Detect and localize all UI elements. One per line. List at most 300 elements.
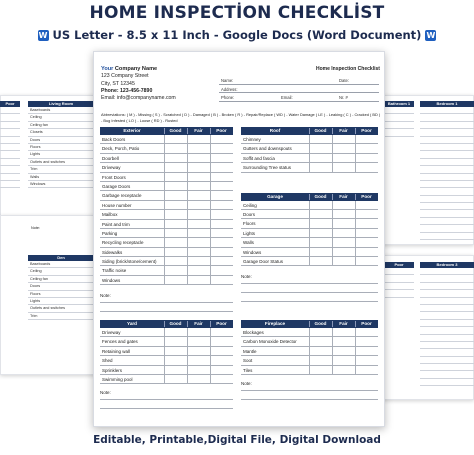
section-title: Roof	[269, 128, 281, 133]
bg-row	[420, 335, 474, 342]
checklist-item-label: Ceiling	[243, 202, 257, 208]
checklist-item-label: Sprinklers	[102, 367, 123, 373]
bg-row	[0, 137, 20, 144]
checklist-item-label: Paint and trim	[102, 221, 130, 227]
column-divider	[187, 135, 188, 285]
section-header-exterior	[100, 127, 233, 135]
column-divider	[332, 201, 333, 267]
phone-email-field[interactable]	[219, 93, 379, 102]
bg-row	[420, 181, 474, 188]
rating-cell-poor[interactable]	[355, 144, 378, 152]
checklist-item-label: Tiles	[243, 367, 253, 373]
rating-cell-good[interactable]	[164, 375, 187, 383]
rating-cell-good[interactable]	[309, 154, 332, 162]
checklist-item-label: Deck, Porch, Patio	[102, 146, 140, 152]
bg-row	[420, 151, 474, 158]
bg-bedroom3	[420, 262, 474, 386]
header-divider	[187, 321, 188, 327]
rating-cell-poor[interactable]	[210, 220, 233, 228]
rating-cell-poor[interactable]	[210, 135, 233, 143]
rating-cell-fair[interactable]	[187, 144, 210, 152]
header-divider	[355, 128, 356, 134]
rating-cell-poor[interactable]	[210, 210, 233, 218]
rating-cell-fair[interactable]	[332, 248, 355, 256]
bg-den	[28, 255, 94, 320]
bg-row	[0, 174, 20, 181]
rating-cell-poor[interactable]	[355, 347, 378, 355]
bg-row	[0, 107, 20, 114]
rating-cell-fair[interactable]	[187, 375, 210, 383]
bg-row	[420, 233, 474, 240]
rating-cell-poor[interactable]	[355, 154, 378, 162]
section-yard	[100, 320, 233, 384]
rating-cell-fair[interactable]	[187, 191, 210, 199]
checklist-item-label: Sidewalks	[102, 249, 123, 255]
bg-den-header: Den	[28, 255, 94, 261]
rating-cell-good[interactable]	[164, 220, 187, 228]
number-label: Nr. #	[339, 95, 348, 100]
rating-cell-good[interactable]	[164, 276, 187, 284]
note-line[interactable]	[100, 302, 233, 303]
rating-cell-good[interactable]	[309, 144, 332, 152]
checklist-row	[100, 182, 233, 191]
section-title: Exterior	[123, 128, 141, 133]
rating-cell-poor[interactable]	[210, 347, 233, 355]
rating-cell-fair[interactable]	[332, 219, 355, 227]
rating-cell-fair[interactable]	[332, 328, 355, 336]
rating-cell-good[interactable]	[164, 328, 187, 336]
checklist-item-label: Mailbox	[102, 212, 118, 218]
rating-cell-fair[interactable]	[187, 229, 210, 237]
banner-title: HOME INSPECTİON CHECKLİST	[89, 3, 385, 23]
rating-cell-good[interactable]	[164, 347, 187, 355]
rating-cell-fair[interactable]	[187, 220, 210, 228]
rating-cell-fair[interactable]	[332, 144, 355, 152]
phone-label: Phone:	[221, 95, 235, 100]
bg-row: Closets	[28, 129, 94, 136]
rating-cell-poor[interactable]	[355, 248, 378, 256]
company-address1: 123 Company Street	[101, 73, 149, 80]
bg-bedroom1	[420, 101, 474, 240]
bg-row	[420, 349, 474, 356]
bg-row	[0, 166, 20, 173]
column-header-fair: Fair	[339, 128, 348, 133]
column-header-poor: Poor	[361, 193, 372, 199]
rating-cell-good[interactable]	[164, 238, 187, 246]
checklist-item-label: Lights	[243, 230, 256, 236]
bg-row	[420, 364, 474, 371]
column-divider	[332, 135, 333, 173]
checklist-item-label: Windows	[102, 277, 121, 283]
column-divider	[332, 328, 333, 375]
column-header-fair: Fair	[194, 128, 203, 133]
bg-row: Ceiling fan	[28, 276, 94, 283]
rating-cell-poor[interactable]	[210, 375, 233, 383]
checklist-row	[100, 238, 233, 247]
checklist-item-label: Carbon Monoxide Detector	[243, 339, 297, 345]
bg-row	[420, 312, 474, 319]
rating-cell-good[interactable]	[164, 337, 187, 345]
client-info-fields	[219, 76, 379, 102]
checklist-row	[100, 144, 233, 153]
checklist-item-label: Gutters and downspouts	[243, 146, 292, 152]
checklist-row	[100, 257, 233, 266]
bg-row	[420, 122, 474, 129]
checklist-row	[100, 201, 233, 210]
bg-row: Floors	[28, 291, 94, 298]
bg-row: Outlets and switches	[28, 159, 94, 166]
bg-right-mid-header: Poor	[384, 262, 414, 268]
rating-cell-good[interactable]	[309, 366, 332, 374]
rating-cell-poor[interactable]	[355, 328, 378, 336]
note-line[interactable]	[241, 292, 378, 293]
rating-cell-good[interactable]	[309, 135, 332, 143]
rating-cell-fair[interactable]	[332, 337, 355, 345]
rating-cell-fair[interactable]	[332, 210, 355, 218]
section-title: Fireplace	[264, 321, 286, 326]
rating-cell-fair[interactable]	[332, 163, 355, 171]
rating-cell-good[interactable]	[164, 366, 187, 374]
rating-cell-poor[interactable]	[210, 366, 233, 374]
rating-cell-poor[interactable]	[210, 163, 233, 171]
bg-row: Ceiling	[28, 268, 94, 275]
rating-cell-poor[interactable]	[355, 135, 378, 143]
column-divider	[164, 328, 165, 384]
header-divider	[355, 194, 356, 200]
rating-cell-poor[interactable]	[355, 356, 378, 364]
rating-cell-fair[interactable]	[187, 366, 210, 374]
rating-cell-poor[interactable]	[210, 238, 233, 246]
checklist-item-label: Driveway	[102, 330, 121, 335]
rating-cell-good[interactable]	[309, 219, 332, 227]
checklist-row	[100, 347, 233, 356]
bg-row: Doors	[28, 283, 94, 290]
word-icon: W	[426, 31, 436, 40]
checklist-row	[100, 328, 233, 337]
checklist-row	[100, 210, 233, 219]
rating-cell-poor[interactable]	[210, 191, 233, 199]
rating-cell-good[interactable]	[164, 229, 187, 237]
checklist-row	[100, 173, 233, 182]
rating-cell-good[interactable]	[164, 191, 187, 199]
bg-living-room	[28, 101, 94, 188]
bg-bedroom1-header: Bedroom 1	[420, 101, 474, 107]
section-header-garage	[241, 193, 378, 201]
note-line[interactable]	[100, 408, 233, 409]
rating-cell-poor[interactable]	[355, 366, 378, 374]
note-line[interactable]	[100, 311, 233, 312]
rating-cell-poor[interactable]	[355, 229, 378, 237]
checklist-item-label: Soffit and fascia	[243, 155, 275, 161]
column-divider	[309, 201, 310, 267]
section-header-yard	[100, 320, 233, 328]
rating-cell-fair[interactable]	[187, 347, 210, 355]
rating-cell-good[interactable]	[164, 266, 187, 274]
rating-cell-poor[interactable]	[210, 229, 233, 237]
rating-cell-good[interactable]	[164, 154, 187, 162]
checklist-item-label: Chimney	[243, 137, 261, 142]
rating-cell-good[interactable]	[164, 163, 187, 171]
column-header-fair: Fair	[339, 321, 348, 326]
column-divider	[187, 328, 188, 384]
bg-row	[420, 188, 474, 195]
header-divider	[332, 194, 333, 200]
company-address2: City, ST 12345	[101, 80, 135, 87]
bg-row	[384, 129, 414, 136]
note-line[interactable]	[241, 390, 378, 391]
rating-cell-fair[interactable]	[332, 347, 355, 355]
column-header-good: Good	[314, 193, 327, 199]
bg-row	[420, 305, 474, 312]
bg-row	[384, 107, 414, 114]
banner-subtitle	[0, 28, 474, 42]
subtitle-text: US Letter - 8.5 x 11 Inch - Google Docs (Word Document)	[52, 28, 422, 42]
section-title: Yard	[127, 321, 137, 326]
header-divider	[210, 321, 211, 327]
rating-cell-fair[interactable]	[187, 201, 210, 209]
rating-cell-fair[interactable]	[332, 238, 355, 246]
column-header-good: Good	[314, 128, 327, 133]
company-block	[101, 66, 176, 102]
rating-cell-fair[interactable]	[187, 356, 210, 364]
rating-cell-good[interactable]	[164, 257, 187, 265]
bg-row	[420, 218, 474, 225]
header-divider	[210, 128, 211, 134]
checklist-item-label: Retaining wall	[102, 348, 131, 354]
rating-cell-fair[interactable]	[187, 135, 210, 143]
rating-cell-good[interactable]	[164, 135, 187, 143]
checklist-item-label: Siding (brick/stone/cement)	[102, 259, 157, 265]
rating-cell-good[interactable]	[164, 144, 187, 152]
rating-cell-good[interactable]	[164, 182, 187, 190]
checklist-row	[100, 154, 233, 163]
rating-cell-good[interactable]	[309, 229, 332, 237]
bg-row: Windows	[28, 181, 94, 188]
checklist-item-label: Shed	[102, 358, 113, 364]
note-line[interactable]	[241, 301, 378, 302]
rating-cell-poor[interactable]	[355, 163, 378, 171]
note-label: Note:	[241, 274, 252, 280]
header-divider	[309, 194, 310, 200]
checklist-item-label: Driveway	[102, 165, 121, 171]
rating-cell-fair[interactable]	[187, 276, 210, 284]
bg-row: Walls	[28, 174, 94, 181]
bg-row	[0, 159, 20, 166]
bg-row	[384, 275, 414, 282]
checklist-item-label: Swimming pool	[102, 376, 133, 382]
rating-cell-good[interactable]	[309, 210, 332, 218]
bg-row: Doors	[28, 137, 94, 144]
rating-cell-good[interactable]	[309, 347, 332, 355]
checklist-item-label: Blockages	[243, 330, 264, 335]
bg-left-strip	[0, 101, 20, 188]
rating-cell-poor[interactable]	[355, 219, 378, 227]
bg-row: Baseboards	[28, 107, 94, 114]
banner-footer: Editable, Printable,Digital File, Digital Download	[93, 434, 381, 446]
note-label: Note:	[100, 390, 111, 396]
name-field[interactable]	[219, 76, 379, 85]
rating-cell-good[interactable]	[309, 201, 332, 209]
bg-row	[384, 268, 414, 275]
section-exterior	[100, 127, 233, 285]
column-divider	[210, 328, 211, 384]
bg-row	[420, 327, 474, 334]
rating-cell-fair[interactable]	[187, 238, 210, 246]
rating-cell-fair[interactable]	[187, 266, 210, 274]
rating-cell-fair[interactable]	[187, 257, 210, 265]
rating-cell-fair[interactable]	[187, 248, 210, 256]
bg-right-mid	[384, 262, 414, 298]
rating-cell-good[interactable]	[309, 328, 332, 336]
bg-row	[0, 129, 20, 136]
rating-cell-fair[interactable]	[332, 257, 355, 265]
rating-cell-poor[interactable]	[355, 238, 378, 246]
bg-row	[420, 107, 474, 114]
rating-cell-fair[interactable]	[332, 135, 355, 143]
bg-row	[384, 122, 414, 129]
rating-cell-poor[interactable]	[355, 210, 378, 218]
rating-cell-good[interactable]	[164, 210, 187, 218]
rating-cell-fair[interactable]	[187, 182, 210, 190]
rating-cell-fair[interactable]	[332, 366, 355, 374]
note-line[interactable]	[241, 399, 378, 400]
checklist-page	[93, 51, 385, 427]
rating-cell-poor[interactable]	[210, 144, 233, 152]
address-field[interactable]	[219, 85, 379, 94]
word-icon: W	[38, 31, 48, 40]
bg-row	[384, 114, 414, 121]
bg-row	[420, 290, 474, 297]
rating-cell-poor[interactable]	[210, 154, 233, 162]
rating-cell-fair[interactable]	[332, 201, 355, 209]
rating-cell-poor[interactable]	[210, 182, 233, 190]
rating-cell-good[interactable]	[309, 257, 332, 265]
column-divider	[355, 201, 356, 267]
bg-row	[420, 283, 474, 290]
bg-row	[420, 137, 474, 144]
rating-cell-good[interactable]	[309, 163, 332, 171]
name-label: Name:	[221, 78, 234, 83]
bg-row: Floors	[28, 144, 94, 151]
rating-cell-fair[interactable]	[187, 173, 210, 181]
checklist-item-label: Doorbell	[102, 155, 119, 161]
checklist-item-label: Garage Door Status	[243, 258, 284, 264]
checklist-item-label: Recycling receptacle	[102, 240, 144, 246]
rating-cell-poor[interactable]	[210, 173, 233, 181]
rating-cell-poor[interactable]	[210, 328, 233, 336]
rating-cell-fair[interactable]	[187, 337, 210, 345]
rating-cell-poor[interactable]	[210, 201, 233, 209]
bg-row	[420, 357, 474, 364]
rating-cell-good[interactable]	[309, 356, 332, 364]
bg-row	[0, 144, 20, 151]
bg-row	[384, 283, 414, 290]
rating-cell-good[interactable]	[309, 248, 332, 256]
checklist-item-label: Garage Doors	[102, 183, 131, 189]
header-divider	[309, 128, 310, 134]
checklist-item-label: Walls	[243, 240, 254, 246]
checklist-row	[100, 229, 233, 238]
note-line[interactable]	[241, 283, 378, 284]
checklist-item-label: Windows	[243, 249, 262, 255]
company-phone: Phone: 123-456-7890	[101, 87, 153, 94]
rating-cell-good[interactable]	[309, 238, 332, 246]
rating-cell-poor[interactable]	[210, 337, 233, 345]
rating-cell-fair[interactable]	[187, 163, 210, 171]
address-label: Address:	[221, 86, 238, 92]
checklist-item-label: Parking	[102, 230, 118, 236]
rating-cell-fair[interactable]	[187, 154, 210, 162]
bg-row	[0, 114, 20, 121]
column-divider	[164, 135, 165, 285]
rating-cell-poor[interactable]	[210, 257, 233, 265]
rating-cell-poor[interactable]	[210, 248, 233, 256]
bg-row	[0, 151, 20, 158]
bg-row: Ceiling fan	[28, 122, 94, 129]
column-divider	[210, 135, 211, 285]
rating-cell-good[interactable]	[164, 201, 187, 209]
checklist-item-label: Mantle	[243, 348, 257, 354]
bg-bathroom1-header: Bathroom 1	[384, 101, 414, 107]
section-header-fireplace	[241, 320, 378, 328]
bg-row	[420, 320, 474, 327]
checklist-item-label: Floors	[243, 221, 256, 227]
rating-cell-poor[interactable]	[355, 337, 378, 345]
rating-cell-good[interactable]	[164, 248, 187, 256]
rating-cell-poor[interactable]	[210, 356, 233, 364]
bg-row	[420, 196, 474, 203]
bg-row: Outlets and switches	[28, 305, 94, 312]
checklist-row	[100, 220, 233, 229]
rating-cell-poor[interactable]	[355, 201, 378, 209]
rating-cell-fair[interactable]	[332, 356, 355, 364]
header-divider	[332, 128, 333, 134]
rating-cell-fair[interactable]	[187, 328, 210, 336]
rating-cell-good[interactable]	[164, 173, 187, 181]
bg-row: Baseboards	[28, 261, 94, 268]
checklist-row	[100, 366, 233, 375]
column-divider	[309, 328, 310, 375]
column-header-good: Good	[169, 128, 182, 133]
bg-row	[420, 342, 474, 349]
bg-row	[0, 122, 20, 129]
rating-cell-good[interactable]	[309, 337, 332, 345]
rating-cell-poor[interactable]	[210, 266, 233, 274]
document-title: Home Inspection Checklist	[316, 66, 380, 72]
bg-bathroom1	[384, 101, 414, 137]
bg-row	[420, 210, 474, 217]
bg-row	[420, 174, 474, 181]
checklist-item-label: Doors	[243, 211, 256, 217]
rating-cell-fair[interactable]	[332, 154, 355, 162]
bg-left-strip-header: Poor	[0, 101, 20, 107]
bg-note-label: Note:	[31, 226, 41, 230]
rating-cell-poor[interactable]	[210, 276, 233, 284]
rating-cell-fair[interactable]	[332, 229, 355, 237]
checklist-item-label: Traffic noise	[102, 268, 127, 274]
column-header-good: Good	[314, 321, 327, 326]
checklist-item-label: House number	[102, 202, 132, 208]
rating-cell-fair[interactable]	[187, 210, 210, 218]
rating-cell-good[interactable]	[164, 356, 187, 364]
email-label: Email:	[281, 95, 293, 100]
bg-bedroom3-header: Bedroom 3	[420, 262, 474, 268]
column-divider	[355, 328, 356, 375]
bg-row	[420, 203, 474, 210]
note-line[interactable]	[100, 399, 233, 400]
bg-row: Lights	[28, 298, 94, 305]
rating-cell-poor[interactable]	[355, 257, 378, 265]
